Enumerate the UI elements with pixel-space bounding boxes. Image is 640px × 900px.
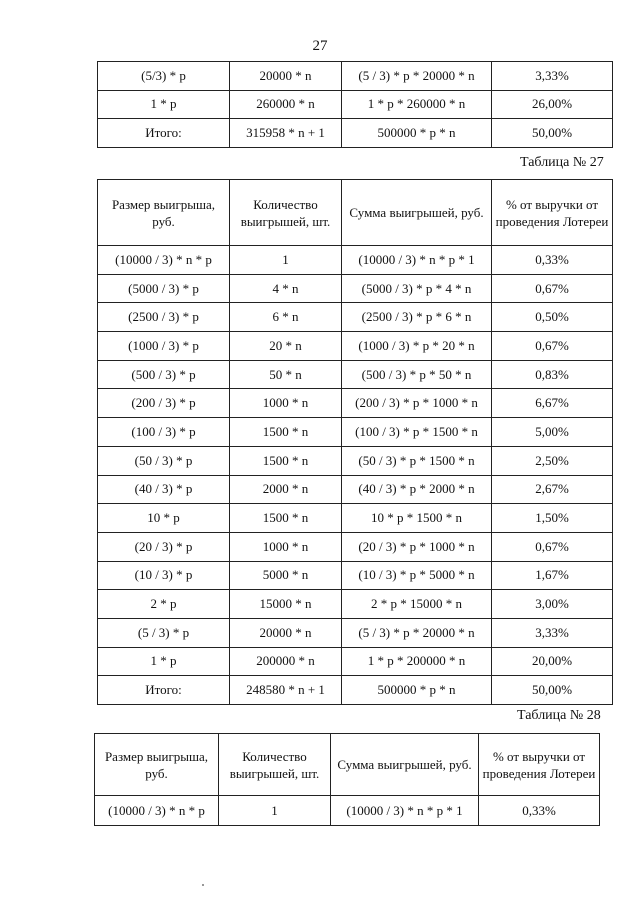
- table-cell: 260000 * n: [230, 90, 342, 119]
- table-cell: (40 / 3) * p * 2000 * n: [342, 475, 492, 504]
- table-row: [98, 90, 613, 119]
- table-cell: (5 / 3) * p: [98, 618, 230, 647]
- table-cell: 10 * p: [98, 504, 230, 533]
- table-row: [98, 418, 613, 447]
- table-cell: (10000 / 3) * n * p: [95, 796, 219, 826]
- table-cell: 20000 * n: [230, 618, 342, 647]
- table-cell: 1 * p: [98, 90, 230, 119]
- table-cell: (500 / 3) * p * 50 * n: [342, 360, 492, 389]
- table-cell: 1 * p: [98, 647, 230, 676]
- table-row: [98, 246, 613, 275]
- total-row: [98, 676, 613, 705]
- table-row: [98, 618, 613, 647]
- table-row: [98, 389, 613, 418]
- table-cell: (10000 / 3) * n * p * 1: [342, 246, 492, 275]
- table-cell: 20 * n: [230, 332, 342, 361]
- table-cell: (5/3) * p: [98, 62, 230, 91]
- table-cell: 2 * p * 15000 * n: [342, 590, 492, 619]
- table-cell: (50 / 3) * p * 1500 * n: [342, 446, 492, 475]
- table-cell: 50,00%: [492, 119, 613, 148]
- table-cell: 6 * n: [230, 303, 342, 332]
- table-cell: (1000 / 3) * p: [98, 332, 230, 361]
- table-cell: 0,33%: [479, 796, 600, 826]
- table-cell: 0,33%: [492, 246, 613, 275]
- table-cell: 20,00%: [492, 647, 613, 676]
- table-cell: 1 * p * 200000 * n: [342, 647, 492, 676]
- table-cell: 0,67%: [492, 332, 613, 361]
- table-cell: 500000 * p * n: [342, 676, 492, 705]
- table-cell: (200 / 3) * p: [98, 389, 230, 418]
- table-row: [98, 62, 613, 91]
- table-cell: 1,67%: [492, 561, 613, 590]
- table-cell: 1: [230, 246, 342, 275]
- table-cell: 5,00%: [492, 418, 613, 447]
- table-header-row: [98, 180, 613, 246]
- table-cell: 1,50%: [492, 504, 613, 533]
- table-row: [98, 590, 613, 619]
- table-cell: (10000 / 3) * n * p: [98, 246, 230, 275]
- table-cell: 2 * p: [98, 590, 230, 619]
- table-cell: 0,50%: [492, 303, 613, 332]
- table-cell: 2,50%: [492, 446, 613, 475]
- table-row: [98, 532, 613, 561]
- table-cell: (500 / 3) * p: [98, 360, 230, 389]
- table-28-caption: Таблица № 28: [517, 708, 601, 723]
- table-cell: 10 * p * 1500 * n: [342, 504, 492, 533]
- table-cell: (40 / 3) * p: [98, 475, 230, 504]
- column-header: Размер выигрыша, руб.: [95, 734, 219, 796]
- table-cell: (5 / 3) * p * 20000 * n: [342, 62, 492, 91]
- table-cell: (100 / 3) * p * 1500 * n: [342, 418, 492, 447]
- table-cell: 50,00%: [492, 676, 613, 705]
- table-header-row: [95, 734, 600, 796]
- table-row: [98, 561, 613, 590]
- column-header: Сумма выигрышей, руб.: [331, 734, 479, 796]
- prize-table-27: [97, 179, 613, 705]
- table-cell: (2500 / 3) * p: [98, 303, 230, 332]
- table-cell: 1500 * n: [230, 504, 342, 533]
- table-cell: (1000 / 3) * p * 20 * n: [342, 332, 492, 361]
- table-cell: 200000 * n: [230, 647, 342, 676]
- table-cell: (50 / 3) * p: [98, 446, 230, 475]
- table-cell: 26,00%: [492, 90, 613, 119]
- table-cell: (5000 / 3) * p * 4 * n: [342, 274, 492, 303]
- table-row: [98, 504, 613, 533]
- page-number: 27: [312, 38, 328, 54]
- prize-table-28: [94, 733, 600, 826]
- table-row: [98, 360, 613, 389]
- table-cell: 0,83%: [492, 360, 613, 389]
- table-27-caption: Таблица № 27: [520, 155, 604, 170]
- column-header: Сумма выигрышей, руб.: [342, 180, 492, 246]
- table-cell: 1: [219, 796, 331, 826]
- prize-table-continued: [97, 61, 613, 148]
- table-cell: (5000 / 3) * p: [98, 274, 230, 303]
- table-row: [98, 475, 613, 504]
- table-cell: Итого:: [98, 119, 230, 148]
- table-cell: (2500 / 3) * p * 6 * n: [342, 303, 492, 332]
- table-cell: (10 / 3) * p * 5000 * n: [342, 561, 492, 590]
- total-row: [98, 119, 613, 148]
- table-cell: 3,00%: [492, 590, 613, 619]
- table-cell: 50 * n: [230, 360, 342, 389]
- table-cell: 500000 * p * n: [342, 119, 492, 148]
- table-cell: (20 / 3) * p * 1000 * n: [342, 532, 492, 561]
- table-cell: 2000 * n: [230, 475, 342, 504]
- table-cell: (10 / 3) * p: [98, 561, 230, 590]
- table-cell: 315958 * n + 1: [230, 119, 342, 148]
- column-header: Количество выигрышей, шт.: [219, 734, 331, 796]
- table-cell: 3,33%: [492, 618, 613, 647]
- table-cell: 3,33%: [492, 62, 613, 91]
- table-cell: 0,67%: [492, 274, 613, 303]
- table-cell: 1500 * n: [230, 418, 342, 447]
- table-cell: (100 / 3) * p: [98, 418, 230, 447]
- table-row: [98, 303, 613, 332]
- column-header: Размер выигрыша, руб.: [98, 180, 230, 246]
- table-row: [98, 446, 613, 475]
- table-row: [98, 332, 613, 361]
- table-cell: 1000 * n: [230, 389, 342, 418]
- table-cell: (200 / 3) * p * 1000 * n: [342, 389, 492, 418]
- table-cell: 248580 * n + 1: [230, 676, 342, 705]
- table-cell: 15000 * n: [230, 590, 342, 619]
- table-cell: (20 / 3) * p: [98, 532, 230, 561]
- table-cell: 0,67%: [492, 532, 613, 561]
- scan-speck: [202, 884, 204, 886]
- table-cell: 4 * n: [230, 274, 342, 303]
- table-cell: (5 / 3) * p * 20000 * n: [342, 618, 492, 647]
- table-cell: 6,67%: [492, 389, 613, 418]
- table-cell: 5000 * n: [230, 561, 342, 590]
- table-cell: Итого:: [98, 676, 230, 705]
- column-header: % от выручки от проведения Лотереи: [479, 734, 600, 796]
- table-row: [98, 274, 613, 303]
- column-header: Количество выигрышей, шт.: [230, 180, 342, 246]
- table-row: [98, 647, 613, 676]
- table-cell: 20000 * n: [230, 62, 342, 91]
- table-cell: 2,67%: [492, 475, 613, 504]
- table-cell: (10000 / 3) * n * p * 1: [331, 796, 479, 826]
- table-row: [95, 796, 600, 826]
- column-header: % от выручки от проведения Лотереи: [492, 180, 613, 246]
- table-cell: 1500 * n: [230, 446, 342, 475]
- table-cell: 1 * p * 260000 * n: [342, 90, 492, 119]
- table-cell: 1000 * n: [230, 532, 342, 561]
